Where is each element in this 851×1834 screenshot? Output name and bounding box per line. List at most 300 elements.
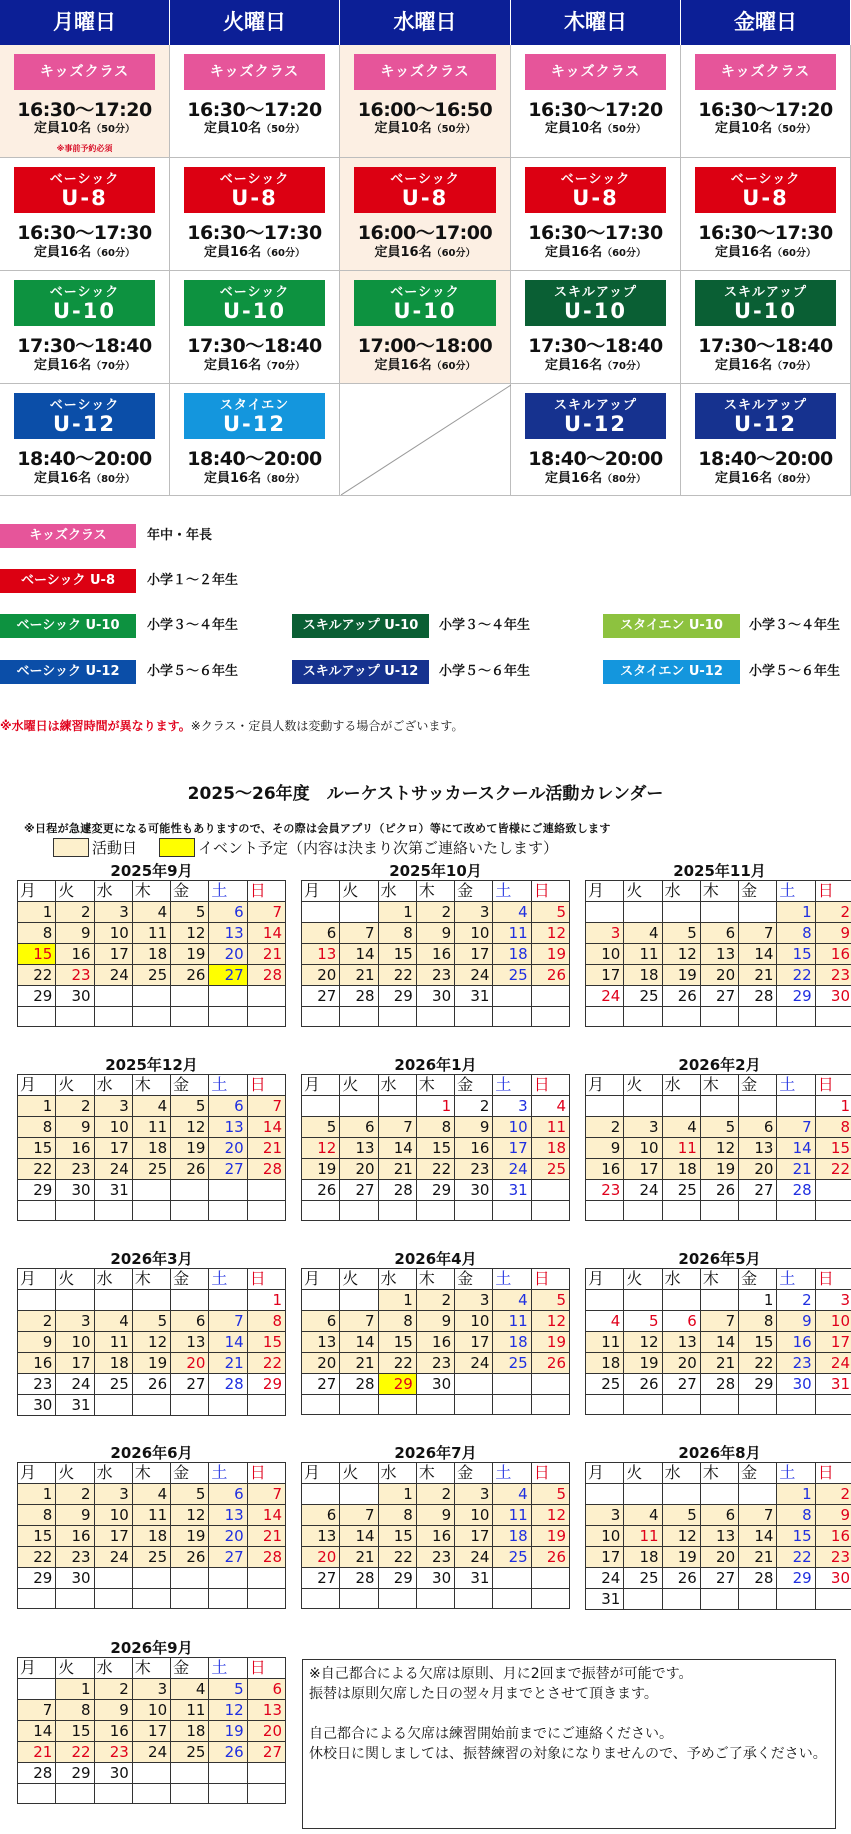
legend-description: 小学５〜６年生 <box>439 664 531 679</box>
calendar-day <box>493 1201 531 1221</box>
class-time: 18:40〜20:00 <box>698 448 833 470</box>
calendar-day <box>340 1007 378 1027</box>
calendar-day: 24 <box>586 986 624 1007</box>
calendar-day <box>493 1374 531 1395</box>
calendar-day: 18 <box>493 944 531 965</box>
calendar-day: 28 <box>247 1547 285 1568</box>
calendar-day: 7 <box>340 923 378 944</box>
calendar-day <box>662 1589 700 1610</box>
calendar-day: 5 <box>171 1096 209 1117</box>
capacity-text: 定員16名 <box>544 245 603 260</box>
class-badge <box>184 280 325 326</box>
class-badge <box>184 167 325 213</box>
calendar-day <box>56 1201 94 1221</box>
duration-text: （50分） <box>91 124 135 135</box>
calendar-day <box>171 1290 209 1311</box>
calendar-day: 6 <box>700 1505 738 1526</box>
calendar-day: 2 <box>777 1290 815 1311</box>
weekday-header: 火 <box>340 1075 378 1096</box>
calendar-day: 22 <box>18 1547 56 1568</box>
calendar-day: 4 <box>493 902 531 923</box>
duration-text: （80分） <box>91 474 135 485</box>
calendar-day: 29 <box>777 1568 815 1589</box>
calendar-day: 20 <box>302 1547 340 1568</box>
calendar-day: 10 <box>94 1117 132 1138</box>
calendar-day: 15 <box>378 1332 416 1353</box>
legend-badge: スタイエン U-12 <box>603 660 740 684</box>
calendar-day: 25 <box>132 1547 170 1568</box>
schedule-cell <box>340 271 511 384</box>
calendar-day <box>586 1201 624 1221</box>
calendar-day <box>493 1395 531 1415</box>
calendar-day: 16 <box>18 1353 56 1374</box>
weekday-header: 日 <box>247 1269 285 1290</box>
calendar-day: 14 <box>700 1332 738 1353</box>
month-title: 2026年7月 <box>394 1444 477 1462</box>
calendar-day <box>132 1180 170 1201</box>
weekday-header: 土 <box>493 1463 531 1484</box>
calendar-day <box>247 1180 285 1201</box>
calendar-day: 18 <box>132 1526 170 1547</box>
calendar-day: 15 <box>416 1138 454 1159</box>
calendar-day <box>302 1395 340 1415</box>
weekday-header: 水 <box>94 1269 132 1290</box>
calendar-day: 30 <box>777 1374 815 1395</box>
calendar-day: 24 <box>455 1547 493 1568</box>
calendar-day: 17 <box>493 1138 531 1159</box>
class-name: ベーシック <box>49 398 120 413</box>
calendar-day: 13 <box>739 1138 777 1159</box>
capacity-text: 定員10名 <box>203 121 262 136</box>
legend-description: 小学３〜４年生 <box>147 618 239 633</box>
legend-badge: スタイエン U-10 <box>603 614 740 638</box>
calendar-day: 9 <box>56 923 94 944</box>
calendar-day: 12 <box>700 1138 738 1159</box>
calendar-day: 4 <box>132 1096 170 1117</box>
calendar-day <box>531 1180 569 1201</box>
calendar-day <box>662 902 700 923</box>
calendar-day: 25 <box>493 1353 531 1374</box>
calendar-day: 2 <box>56 1096 94 1117</box>
calendar-day: 26 <box>624 1374 662 1395</box>
legend-description: 小学３〜４年生 <box>749 618 841 633</box>
class-age: U-8 <box>742 186 789 210</box>
calendar-day <box>624 1484 662 1505</box>
calendar-day: 24 <box>455 1353 493 1374</box>
duration-text: （70分） <box>91 361 135 372</box>
calendar-day: 15 <box>56 1721 94 1742</box>
calendar-day: 13 <box>209 1505 247 1526</box>
calendar-day <box>700 1201 738 1221</box>
weekday-header: 火 <box>56 1463 94 1484</box>
weekday-header: 木 <box>132 1658 170 1679</box>
class-time: 16:30〜17:30 <box>698 222 833 244</box>
weekday-header: 火 <box>624 881 662 902</box>
calendar-day <box>171 1201 209 1221</box>
class-age: U-8 <box>401 186 449 210</box>
weekday-header: 水 <box>94 1658 132 1679</box>
calendar-day: 28 <box>777 1180 815 1201</box>
calendar-day: 12 <box>531 923 569 944</box>
calendar-day: 29 <box>378 1374 416 1395</box>
calendar-day <box>94 1784 132 1804</box>
calendar-day: 3 <box>132 1679 170 1700</box>
duration-text: （60分） <box>261 248 305 259</box>
calendar-day: 12 <box>302 1138 340 1159</box>
calendar-day: 2 <box>815 1484 851 1505</box>
calendar-day: 13 <box>171 1332 209 1353</box>
calendar-day: 13 <box>700 944 738 965</box>
calendar-day <box>94 1290 132 1311</box>
weekday-header: 月 <box>586 1269 624 1290</box>
class-age: U-10 <box>393 299 457 323</box>
calendar-day <box>209 1568 247 1589</box>
active-day-label: 活動日 <box>92 839 138 857</box>
month-title: 2025年9月 <box>110 862 193 880</box>
calendar-day: 20 <box>739 1159 777 1180</box>
calendar-day: 27 <box>209 1159 247 1180</box>
calendar-day: 7 <box>247 902 285 923</box>
calendar-day: 3 <box>455 1290 493 1311</box>
legend-description: 小学５〜６年生 <box>749 664 841 679</box>
calendar-day: 20 <box>700 1547 738 1568</box>
weekday-header: 日 <box>531 1269 569 1290</box>
calendar-day: 1 <box>18 1484 56 1505</box>
capacity-text: 定員16名 <box>544 471 603 486</box>
calendar-day: 20 <box>302 965 340 986</box>
class-name: スタイエン <box>219 398 290 413</box>
day-header: 水曜日 <box>340 0 511 45</box>
calendar-day: 16 <box>416 1526 454 1547</box>
calendar-day <box>171 1763 209 1784</box>
class-time: 16:00〜17:00 <box>357 222 493 244</box>
calendar-day: 30 <box>56 986 94 1007</box>
calendar-day: 5 <box>302 1117 340 1138</box>
calendar-day: 12 <box>171 923 209 944</box>
calendar-day <box>739 1096 777 1117</box>
day-header: 木曜日 <box>511 0 681 45</box>
calendar-day: 10 <box>132 1700 170 1721</box>
weekday-header: 木 <box>700 1075 738 1096</box>
calendar-day: 22 <box>378 1353 416 1374</box>
calendar-day: 28 <box>739 986 777 1007</box>
class-capacity <box>681 467 850 486</box>
calendar-day <box>94 1568 132 1589</box>
calendar-day: 9 <box>56 1505 94 1526</box>
calendar-day: 12 <box>132 1332 170 1353</box>
duration-text: （60分） <box>602 248 646 259</box>
calendar-day: 29 <box>56 1763 94 1784</box>
calendar-day: 5 <box>531 902 569 923</box>
calendar-day: 11 <box>662 1138 700 1159</box>
absence-notes <box>302 1659 836 1829</box>
calendar-day: 17 <box>94 944 132 965</box>
calendar-day <box>739 1484 777 1505</box>
calendar-day: 26 <box>171 1159 209 1180</box>
class-capacity <box>0 354 169 373</box>
calendar-day: 5 <box>209 1679 247 1700</box>
calendar-day: 3 <box>94 1484 132 1505</box>
calendar-day: 15 <box>777 944 815 965</box>
calendar-day: 28 <box>247 965 285 986</box>
month-table <box>585 1074 851 1221</box>
calendar-day: 30 <box>416 1374 454 1395</box>
schedule-cell <box>0 271 170 384</box>
calendar-day: 13 <box>340 1138 378 1159</box>
legend-badge: キッズクラス <box>0 524 136 548</box>
calendar-day: 7 <box>247 1096 285 1117</box>
class-age: U-10 <box>223 299 286 323</box>
calendar-day: 27 <box>209 965 247 986</box>
calendar-day <box>416 1589 454 1609</box>
calendar-day: 15 <box>378 944 416 965</box>
calendar-day <box>56 1290 94 1311</box>
calendar-day <box>302 1484 340 1505</box>
calendar-day: 29 <box>416 1180 454 1201</box>
calendar-day: 19 <box>302 1159 340 1180</box>
legend-description: 年中・年長 <box>147 528 213 543</box>
calendar-day <box>700 902 738 923</box>
duration-text: （50分） <box>772 124 816 135</box>
capacity-text: 定員16名 <box>374 245 432 260</box>
calendar-day: 13 <box>209 923 247 944</box>
class-time: 17:00〜18:00 <box>357 335 493 357</box>
calendar-day: 11 <box>94 1332 132 1353</box>
calendar-day: 29 <box>247 1374 285 1395</box>
calendar-day: 23 <box>94 1742 132 1763</box>
calendar-day: 4 <box>493 1484 531 1505</box>
calendar-day <box>132 1201 170 1221</box>
calendar-day: 1 <box>416 1096 454 1117</box>
calendar-day: 19 <box>171 944 209 965</box>
class-badge <box>14 54 155 90</box>
weekday-header: 月 <box>302 881 340 902</box>
calendar-day: 28 <box>247 1159 285 1180</box>
calendar-day: 11 <box>493 923 531 944</box>
calendar-day: 9 <box>416 1311 454 1332</box>
calendar-day: 24 <box>94 965 132 986</box>
calendar-day: 16 <box>56 944 94 965</box>
class-age: U-8 <box>231 186 278 210</box>
calendar-day: 18 <box>493 1332 531 1353</box>
weekday-header: 水 <box>662 881 700 902</box>
calendar-day: 6 <box>247 1679 285 1700</box>
calendar-day: 22 <box>378 1547 416 1568</box>
calendar-day: 22 <box>56 1742 94 1763</box>
calendar-day <box>247 1007 285 1027</box>
calendar-day <box>18 1007 56 1027</box>
calendar-day: 13 <box>302 1332 340 1353</box>
calendar-day: 17 <box>586 965 624 986</box>
month-title: 2025年12月 <box>105 1056 198 1074</box>
legend-description: 小学１〜２年生 <box>147 573 239 588</box>
weekday-header: 水 <box>378 881 416 902</box>
calendar-day <box>209 1589 247 1609</box>
calendar-day <box>247 1568 285 1589</box>
day-header: 月曜日 <box>0 0 170 45</box>
calendar-day: 17 <box>132 1721 170 1742</box>
class-badge <box>695 393 836 439</box>
calendar-day: 16 <box>586 1159 624 1180</box>
calendar-day: 24 <box>455 965 493 986</box>
class-name: ベーシック <box>219 285 290 300</box>
calendar-day: 18 <box>94 1353 132 1374</box>
calendar-day: 17 <box>455 944 493 965</box>
calendar-day <box>302 1007 340 1027</box>
calendar-day: 10 <box>815 1311 851 1332</box>
legend-badge: ベーシック U-10 <box>0 614 136 638</box>
calendar-day: 6 <box>302 923 340 944</box>
calendar-day: 28 <box>700 1374 738 1395</box>
calendar-day: 12 <box>531 1311 569 1332</box>
calendar-day: 4 <box>662 1117 700 1138</box>
calendar-day: 27 <box>302 986 340 1007</box>
calendar-day: 14 <box>340 944 378 965</box>
schedule-cell <box>170 271 340 384</box>
calendar-day: 14 <box>209 1332 247 1353</box>
calendar-day <box>209 1290 247 1311</box>
calendar-day <box>531 1374 569 1395</box>
weekday-header: 金 <box>739 1463 777 1484</box>
calendar-day: 30 <box>455 1180 493 1201</box>
class-badge <box>695 54 836 90</box>
calendar-day <box>132 1784 170 1804</box>
calendar-day: 7 <box>739 923 777 944</box>
class-name: スキルアップ <box>724 285 807 300</box>
class-age: U-12 <box>223 412 286 436</box>
calendar-day: 7 <box>247 1484 285 1505</box>
calendar-day <box>340 1589 378 1609</box>
calendar-day <box>378 1201 416 1221</box>
schedule-cell <box>170 45 340 158</box>
legend-badge: ベーシック U-12 <box>0 660 136 684</box>
schedule-cell <box>511 384 681 496</box>
class-capacity <box>681 117 850 136</box>
calendar-day: 30 <box>416 1568 454 1589</box>
calendar-day: 4 <box>94 1311 132 1332</box>
calendar-day <box>378 1589 416 1609</box>
calendar-day <box>209 1763 247 1784</box>
class-name: キッズクラス <box>209 64 300 80</box>
calendar-day: 10 <box>624 1138 662 1159</box>
calendar-day: 17 <box>586 1547 624 1568</box>
calendar-day: 18 <box>624 1547 662 1568</box>
class-age: U-10 <box>564 299 627 323</box>
calendar-day: 1 <box>739 1290 777 1311</box>
calendar-day <box>18 1290 56 1311</box>
month-title: 2026年8月 <box>678 1444 761 1462</box>
calendar-day: 11 <box>493 1311 531 1332</box>
class-time: 17:30〜18:40 <box>17 335 152 357</box>
calendar-day: 30 <box>94 1763 132 1784</box>
calendar-day: 21 <box>209 1353 247 1374</box>
calendar-day: 1 <box>777 1484 815 1505</box>
calendar-day: 22 <box>777 965 815 986</box>
calendar-day: 15 <box>815 1138 851 1159</box>
calendar-day <box>209 1395 247 1416</box>
capacity-text: 定員16名 <box>544 358 603 373</box>
calendar-day <box>493 1589 531 1609</box>
month-table <box>301 1462 570 1609</box>
class-name: キッズクラス <box>39 64 130 80</box>
calendar-day: 24 <box>624 1180 662 1201</box>
calendar-day: 9 <box>56 1117 94 1138</box>
calendar-day <box>132 1395 170 1416</box>
calendar-day <box>662 1096 700 1117</box>
calendar-day: 21 <box>739 965 777 986</box>
class-time: 16:00〜16:50 <box>357 99 493 121</box>
calendar-day: 3 <box>455 902 493 923</box>
calendar-day: 29 <box>378 1568 416 1589</box>
calendar-day <box>739 902 777 923</box>
calendar-day <box>18 1589 56 1609</box>
weekday-header: 土 <box>209 881 247 902</box>
schedule-cell <box>511 271 681 384</box>
calendar-day: 20 <box>171 1353 209 1374</box>
calendar-day: 23 <box>18 1374 56 1395</box>
month-title: 2026年6月 <box>110 1444 193 1462</box>
calendar-day <box>171 1395 209 1416</box>
capacity-text: 定員16名 <box>203 358 262 373</box>
weekday-header: 金 <box>739 1269 777 1290</box>
calendar-day: 15 <box>739 1332 777 1353</box>
schedule-cell <box>170 384 340 496</box>
calendar-day <box>94 1201 132 1221</box>
weekday-header: 水 <box>378 1075 416 1096</box>
weekday-header: 金 <box>171 1075 209 1096</box>
class-time: 18:40〜20:00 <box>528 448 663 470</box>
calendar-day: 1 <box>18 902 56 923</box>
calendar-day: 12 <box>662 944 700 965</box>
calendar-day: 2 <box>815 902 851 923</box>
duration-text: （80分） <box>261 474 305 485</box>
calendar-day <box>531 1395 569 1415</box>
calendar-day <box>624 1589 662 1610</box>
class-name: ベーシック <box>390 172 460 187</box>
calendar-day <box>662 1484 700 1505</box>
calendar-day: 9 <box>815 923 851 944</box>
calendar-day: 11 <box>171 1700 209 1721</box>
calendar-day: 23 <box>416 965 454 986</box>
weekday-header: 月 <box>18 1269 56 1290</box>
calendar-day <box>247 1589 285 1609</box>
calendar-day: 23 <box>586 1180 624 1201</box>
calendar-day: 23 <box>56 965 94 986</box>
calendar-day: 15 <box>18 944 56 965</box>
legend-badge: スキルアップ U-10 <box>292 614 429 638</box>
weekday-header: 土 <box>777 1463 815 1484</box>
calendar-day: 21 <box>247 944 285 965</box>
duration-text: （70分） <box>261 361 305 372</box>
day-header: 火曜日 <box>170 0 340 45</box>
calendar-day <box>94 1007 132 1027</box>
calendar-day: 7 <box>340 1311 378 1332</box>
calendar-day: 8 <box>378 923 416 944</box>
calendar-day: 13 <box>662 1332 700 1353</box>
calendar-day: 10 <box>94 1505 132 1526</box>
schedule-cell <box>0 158 170 271</box>
calendar-day: 4 <box>624 1505 662 1526</box>
schedule-cell <box>681 384 851 496</box>
calendar-day: 21 <box>247 1138 285 1159</box>
calendar-day: 31 <box>56 1395 94 1416</box>
calendar-day <box>378 1395 416 1415</box>
weekday-header: 金 <box>455 1075 493 1096</box>
calendar-day: 27 <box>302 1374 340 1395</box>
calendar-day: 24 <box>493 1159 531 1180</box>
calendar-subtitle: ※日程が急遽変更になる可能性もありますので、その際は会員アプリ（ピクロ）等にて改めて皆様にご連絡致します <box>24 822 611 835</box>
calendar-day: 6 <box>171 1311 209 1332</box>
